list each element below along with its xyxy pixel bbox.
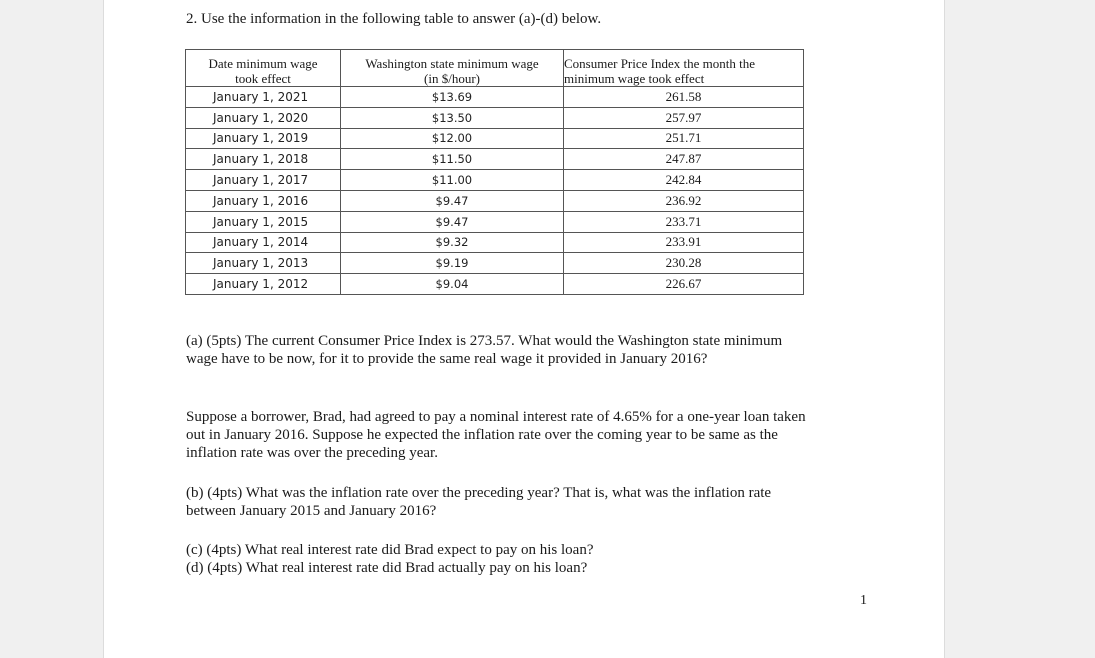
table-row [186,107,804,128]
header-cpi-line1: Consumer Price Index the month the [564,56,755,71]
question-d: (d) (4pts) What real interest rate did Brad actually pay on his loan? [186,560,588,576]
cell-cpi: 247.87 [564,149,804,170]
cell-wage: $9.47 [341,211,564,232]
header-date-line1: Date minimum wage [208,56,318,71]
cell-date: January 1, 2017 [186,170,341,191]
header-date-line2: took effect [235,71,291,86]
header-wage-line1: Washington state minimum wage [365,56,539,71]
cell-cpi: 251.71 [564,128,804,149]
cell-cpi: 226.67 [564,274,804,295]
document-page [103,0,945,658]
cell-date: January 1, 2021 [186,87,341,108]
question-heading: 2. Use the information in the following table to answer (a)-(d) below. [186,11,602,27]
cell-date: January 1, 2013 [186,253,341,274]
cell-wage: $12.00 [341,128,564,149]
question-a-line1: (a) (5pts) The current Consumer Price Index is 273.57. What would the Washington state minimum [186,333,783,349]
cell-date: January 1, 2019 [186,128,341,149]
page-number: 1 [860,593,867,608]
question-b-line1: (b) (4pts) What was the inflation rate over the preceding year? That is, what was the inflation rate [186,485,772,501]
cell-cpi: 257.97 [564,107,804,128]
cell-cpi: 236.92 [564,190,804,211]
table-header-row [186,50,804,87]
cell-wage: $9.47 [341,190,564,211]
table-row [186,232,804,253]
cell-wage: $11.00 [341,170,564,191]
scenario-line2: out in January 2016. Suppose he expected the inflation rate over the coming year to be same as the [186,427,778,443]
header-cpi [564,50,804,87]
question-a-line2: wage have to be now, for it to provide the same real wage it provided in January 2016? [186,351,708,367]
cell-cpi: 230.28 [564,253,804,274]
header-wage-line2: (in $/hour) [424,71,480,86]
table-row [186,170,804,191]
question-c: (c) (4pts) What real interest rate did Brad expect to pay on his loan? [186,542,594,558]
cell-date: January 1, 2012 [186,274,341,295]
table-row [186,149,804,170]
cell-wage: $13.69 [341,87,564,108]
table-row [186,128,804,149]
cell-date: January 1, 2020 [186,107,341,128]
cell-date: January 1, 2016 [186,190,341,211]
cell-cpi: 242.84 [564,170,804,191]
table-row [186,274,804,295]
cell-wage: $11.50 [341,149,564,170]
cell-wage: $13.50 [341,107,564,128]
cell-wage: $9.19 [341,253,564,274]
question-a [186,332,886,368]
table-row [186,87,804,108]
header-cpi-line2: minimum wage took effect [564,71,705,86]
header-date [186,50,341,87]
table-row [186,253,804,274]
scenario-line1: Suppose a borrower, Brad, had agreed to pay a nominal interest rate of 4.65% for a one-year loan taken [186,409,806,425]
questions-c-d [186,541,886,577]
cell-cpi: 261.58 [564,87,804,108]
question-b-line2: between January 2015 and January 2016? [186,503,437,519]
table-row [186,211,804,232]
cell-cpi: 233.71 [564,211,804,232]
cell-wage: $9.32 [341,232,564,253]
cell-cpi: 233.91 [564,232,804,253]
cell-date: January 1, 2018 [186,149,341,170]
table-row [186,190,804,211]
cell-wage: $9.04 [341,274,564,295]
cell-date: January 1, 2014 [186,232,341,253]
minimum-wage-table [185,49,804,295]
scenario-line3: inflation rate was over the preceding year. [186,445,438,461]
scenario-paragraph [186,408,886,462]
cell-date: January 1, 2015 [186,211,341,232]
header-wage [341,50,564,87]
question-b [186,484,886,520]
